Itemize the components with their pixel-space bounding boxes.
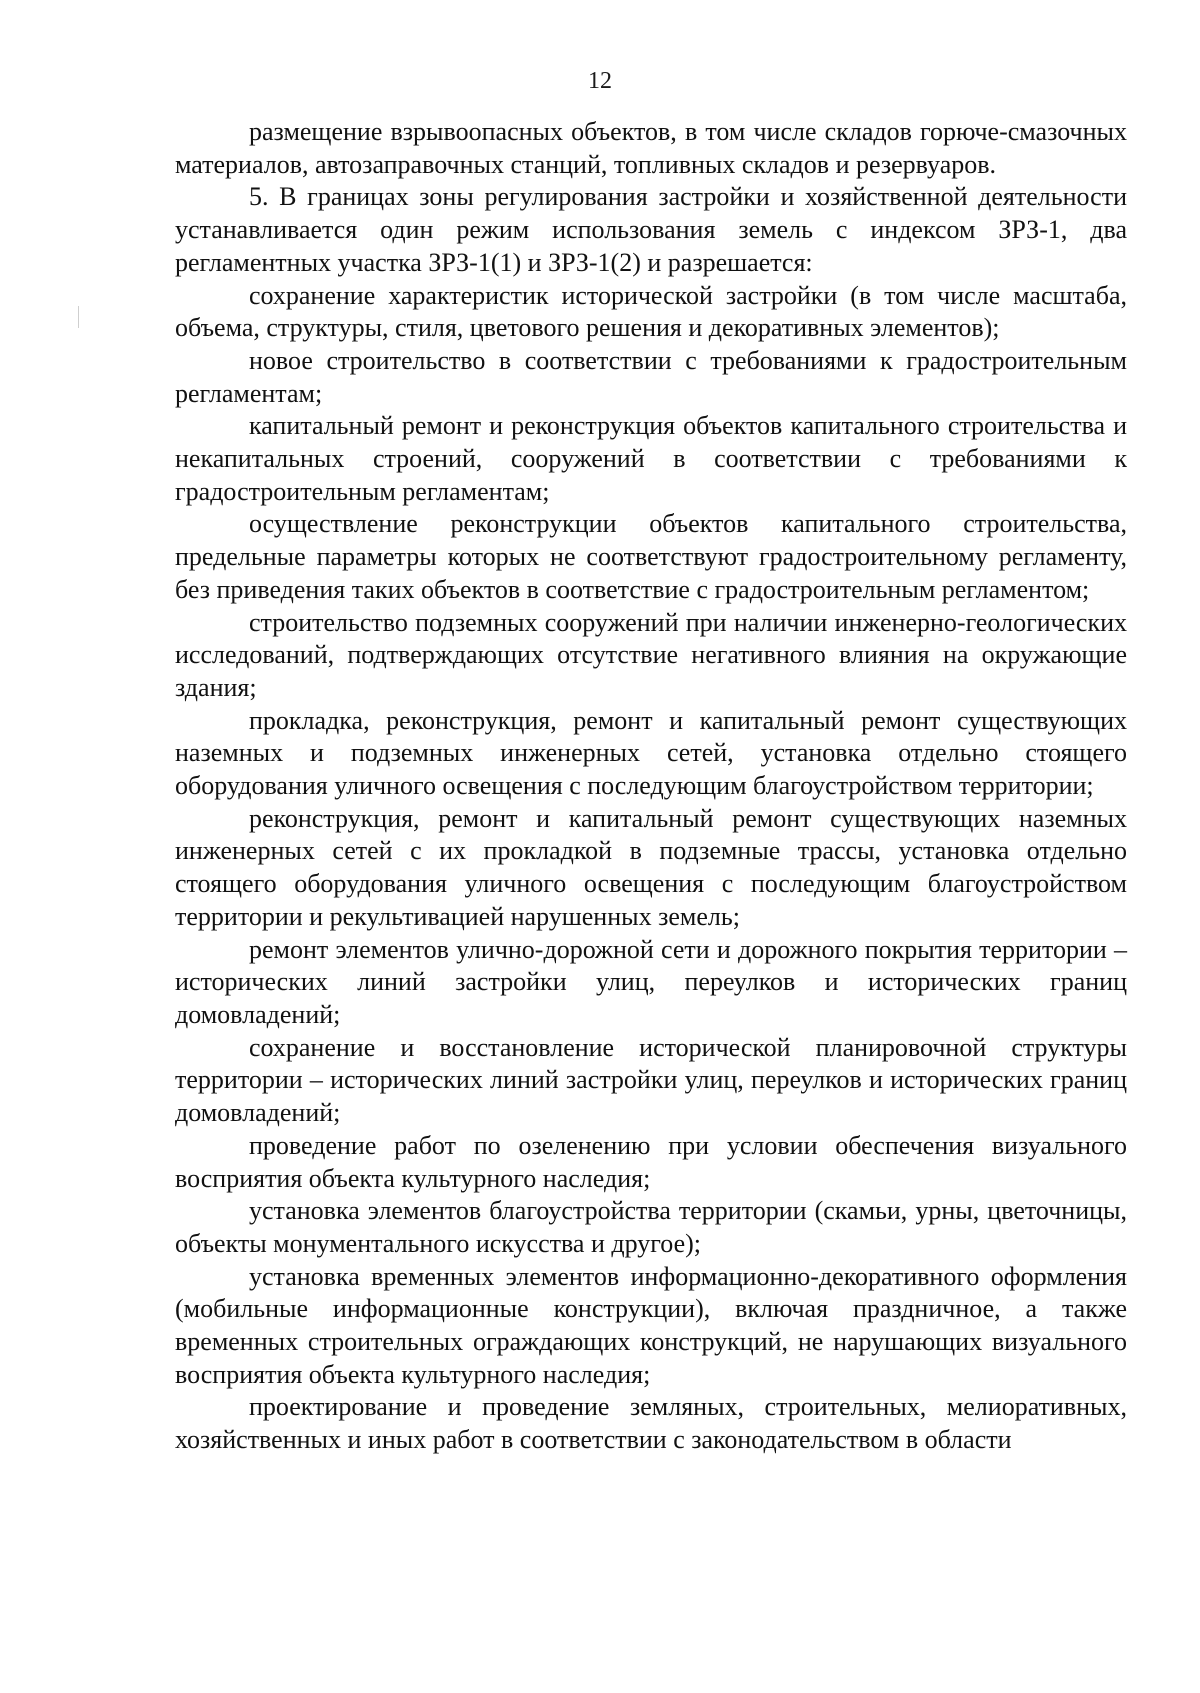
paragraph: реконструкция, ремонт и капитальный ремонт существующих наземных инженерных сетей с их прокладкой в подземные трассы, установка отдельно стоящего оборудования уличного освещения с последующим благоустройством территории и рекультивацией нарушенных земель; <box>175 803 1127 931</box>
paragraph: прокладка, реконструкция, ремонт и капитальный ремонт существующих наземных и подземных инженерных сетей, установка отдельно стоящего оборудования уличного освещения с последующим благоустройством территории; <box>175 705 1127 801</box>
paragraph: осуществление реконструкции объектов капитального строительства, предельные параметры которых не соответствуют градостроительному регламенту, без приведения таких объектов в соответствие с градостроительным регламентом; <box>175 509 1127 604</box>
paragraph: новое строительство в соответствии с требованиями к градостроительным регламентам; <box>175 345 1127 408</box>
paragraph: капитальный ремонт и реконструкция объектов капитального строительства и некапитальных строений, сооружений в соответствии с требованиями к градостроительным регламентам; <box>175 411 1127 506</box>
paragraph: сохранение и восстановление исторической планировочной структуры территории – исторических линий застройки улиц, переулков и исторических границ домовладений; <box>175 1032 1127 1128</box>
paragraph: проведение работ по озеленению при условии обеспечения визуального восприятия объекта культурного наследия; <box>175 1130 1127 1193</box>
paragraph: размещение взрывоопасных объектов, в том числе складов горюче-смазочных материалов, автозаправочных станций, топливных складов и резервуаров. <box>175 117 1127 179</box>
paragraph: сохранение характеристик исторической застройки (в том числе масштаба, объема, структуры, стиля, цветового решения и декоративных элементов); <box>175 280 1127 343</box>
scan-margin-mark <box>78 306 79 328</box>
paragraph: 5. В границах зоны регулирования застройки и хозяйственной деятельности устанавливается один режим использования земель с индексом ЗРЗ-1, два регламентных участка ЗРЗ-1(1) и ЗРЗ-1(2) и разрешается: <box>175 182 1127 277</box>
paragraph: проектирование и проведение земляных, строительных, мелиоративных, хозяйственных и иных работ в соответствии с законодательством в области <box>175 1392 1127 1455</box>
paragraph: установка временных элементов информационно-декоративного оформления (мобильные информационные конструкции), включая праздничное, а также временных строительных ограждающих конструкций, не нарушающих визуального восприятия объекта культурного наследия; <box>175 1261 1127 1389</box>
document-body <box>175 116 1127 1457</box>
paragraph: установка элементов благоустройства территории (скамьи, урны, цветочницы, объекты монументального искусства и другое); <box>175 1196 1127 1258</box>
page-number: 12 <box>588 68 612 94</box>
paragraph: ремонт элементов улично-дорожной сети и дорожного покрытия территории – исторических линий застройки улиц, переулков и исторических границ домовладений; <box>175 934 1127 1029</box>
paragraph: строительство подземных сооружений при наличии инженерно-геологических исследований, подтверждающих отсутствие негативного влияния на окружающие здания; <box>175 607 1127 702</box>
